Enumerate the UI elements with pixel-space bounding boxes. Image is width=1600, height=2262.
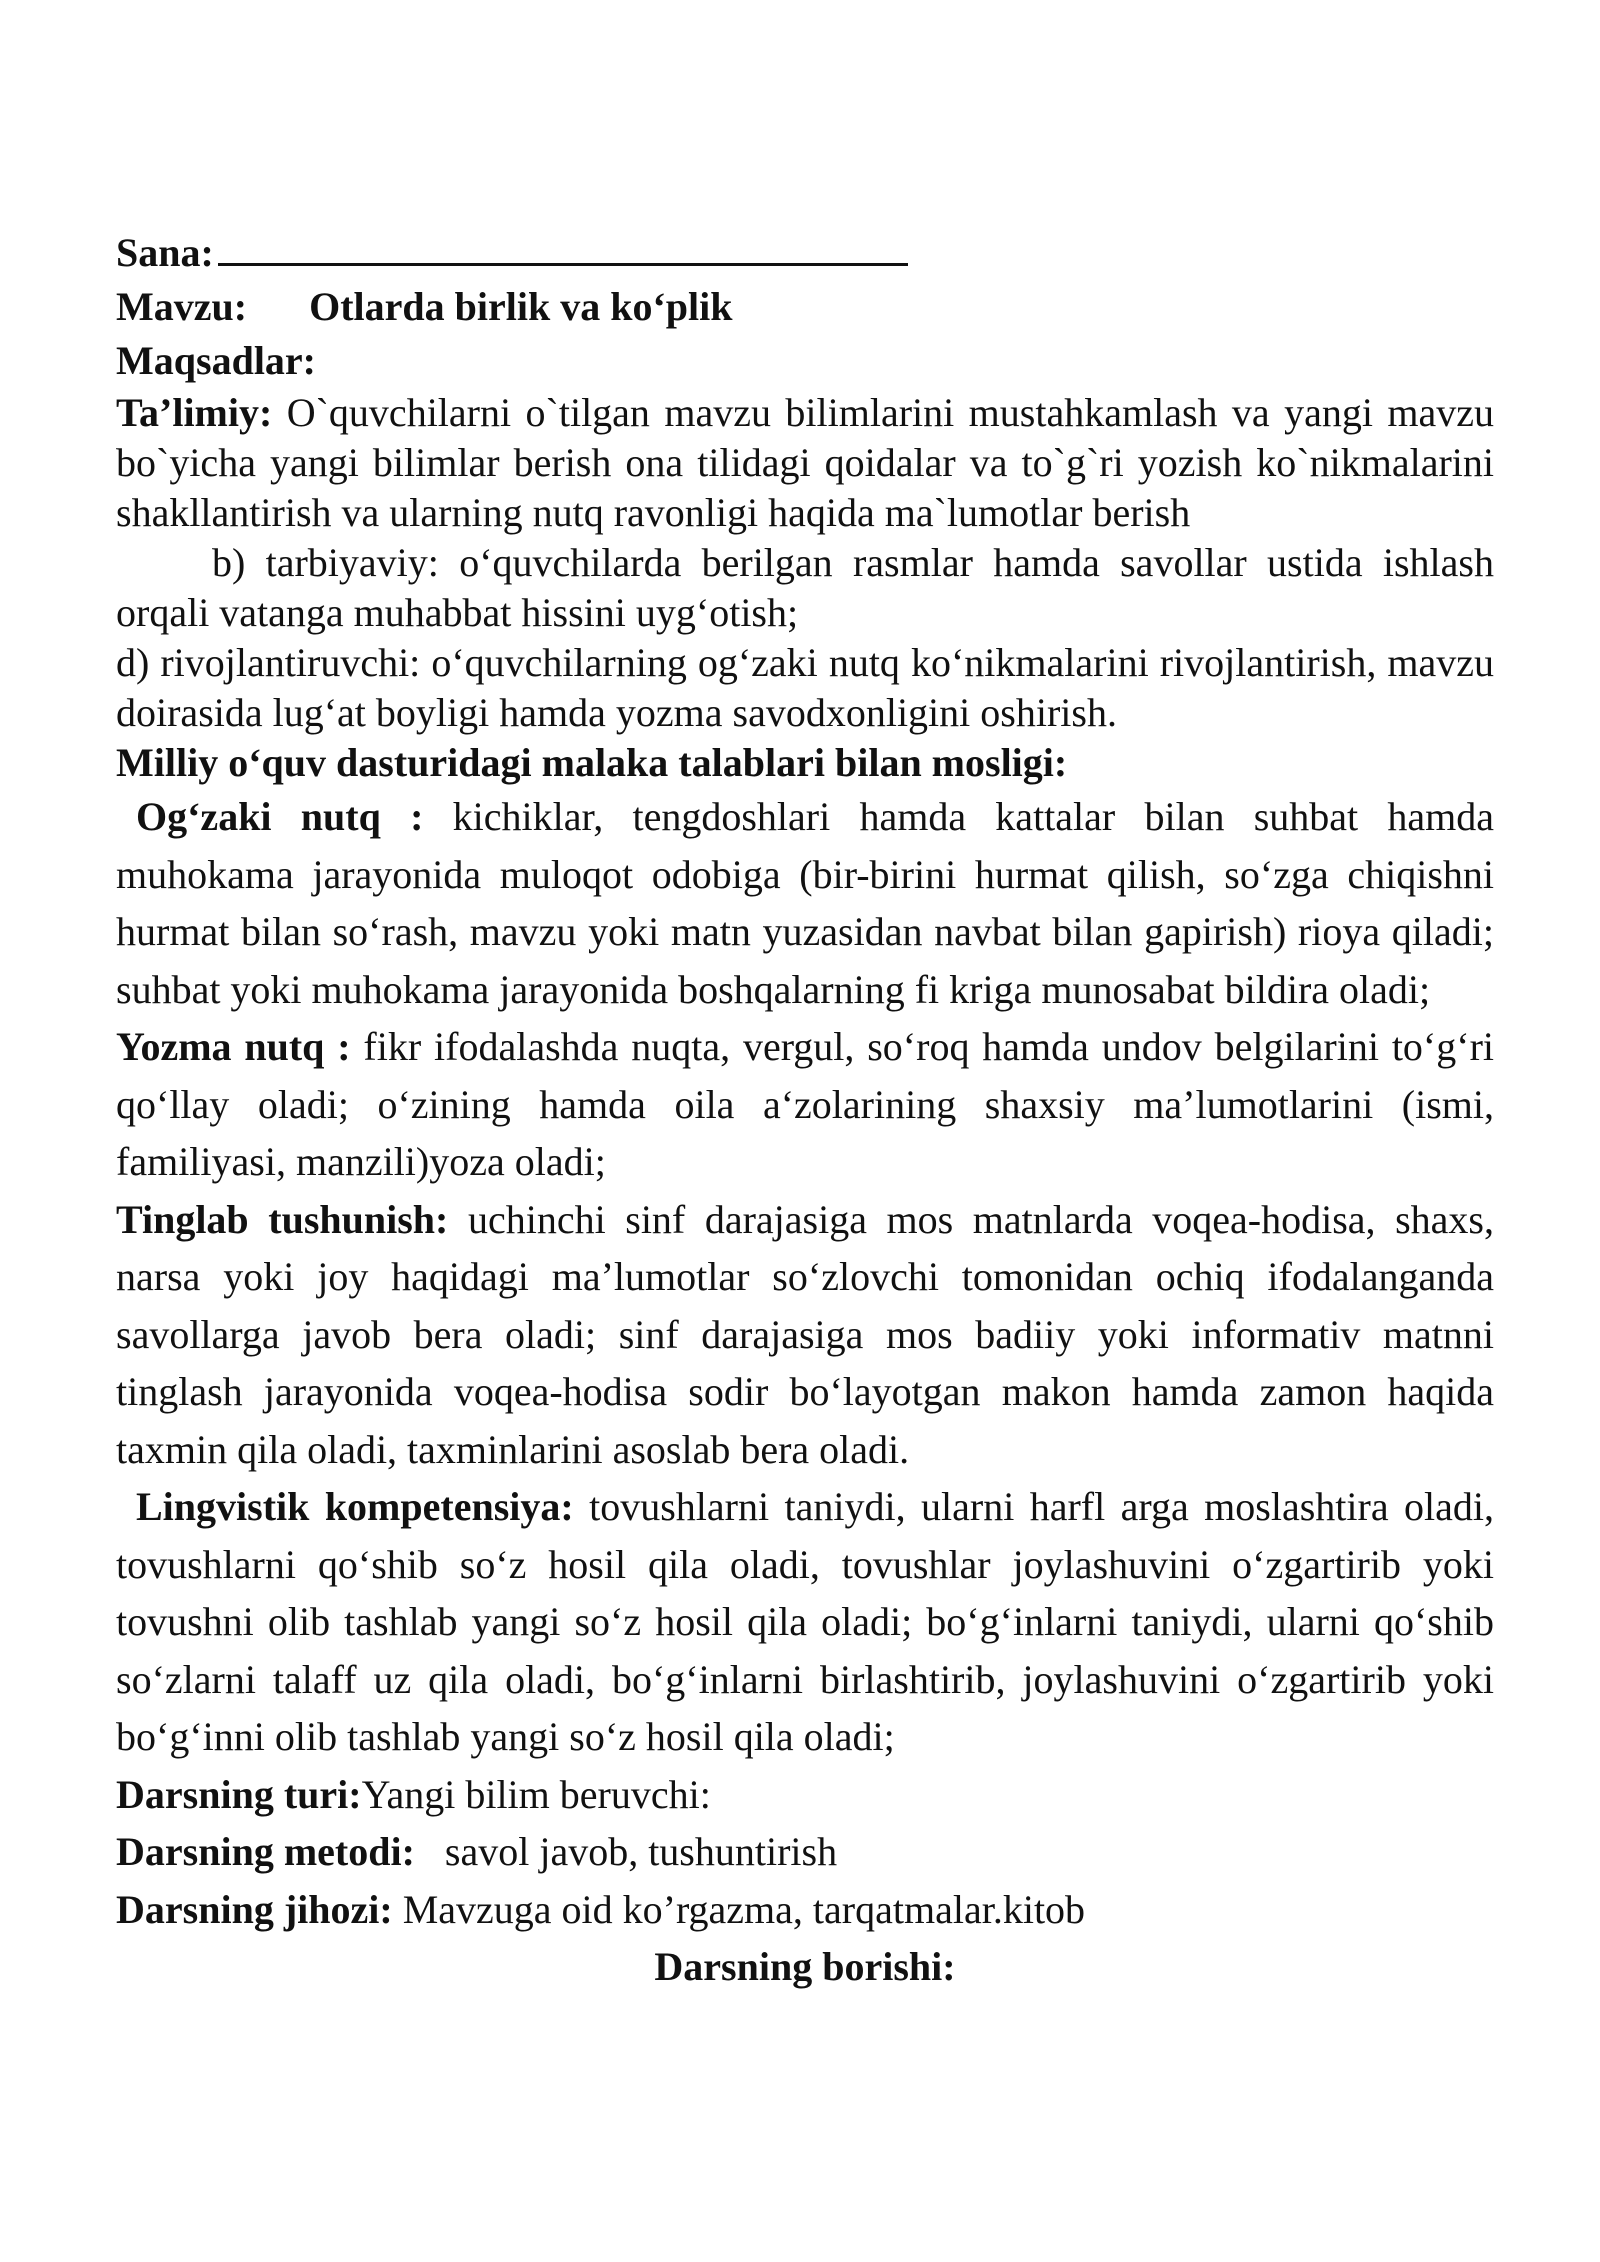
talimiy-label: Ta’limiy: [116,390,273,435]
tinglab-label: Tinglab tushunish: [116,1196,449,1242]
mavzu-title: Otlarda birlik va ko‘plik [309,284,733,329]
lesson-plan-page [116,226,1494,1996]
yozma-paragraph [116,1018,1494,1191]
darsning-metodi-text: savol javob, tushuntirish [414,1829,838,1874]
yozma-text: fikr ifodalashda nuqta, vergul, so‘roq hamda undov belgilarini to‘g‘ri qo‘llay oladi; o‘zining hamda oila a‘zolarining shaxsiy ma’lumotlarini (ismi, familiyasi, manzili)yoza oladi; [116,1024,1495,1184]
lingvistik-label: Lingvistik kompetensiya: [136,1484,574,1529]
tinglab-text: uchinchi sinf darajasiga mos matnlarda voqea-hodisa, shaxs, narsa yoki joy haqidagi ma’lumotlar so‘zlovchi tomonidan ochiq ifodalanganda savollarga javob bera oladi; sinf darajasiga mos badiiy yoki informativ matnni tinglash jarayonida voqea-hodisa sodir bo‘layotgan makon hamda zamon haqida taxmin qila oladi, taxminlarini asoslab bera oladi. [116,1196,1494,1472]
darsning-jihozi-text: Mavzuga oid ko’rgazma, tarqatmalar.kitob [392,1886,1086,1932]
darsning-turi-line [116,1766,1494,1824]
darsning-borishi-heading: Darsning borishi: [654,1944,956,1989]
maqsadlar-heading: Maqsadlar: [116,338,316,383]
darsning-jihozi-label: Darsning jihozi: [116,1886,393,1932]
darsning-turi-text: Yangi bilim beruvchi: [361,1771,711,1817]
date-blank-underline [218,227,908,266]
talimiy-paragraph [116,388,1494,538]
tarbiyaviy-paragraph: b) tarbiyaviy: o‘quvchilarda berilgan rasmlar hamda savollar ustida ishlash orqali vatanga muhabbat hissini uyg‘otish; [116,540,1494,635]
ogzaki-label: Og‘zaki nutq : [136,794,424,839]
sana-line [116,226,1494,280]
sana-label: Sana: [116,230,214,275]
lingvistik-text: tovushlarni taniydi, ularni harfl arga moslashtira oladi, tovushlarni qo‘shib so‘z hosil qila oladi, tovushlar joylashuvini o‘zgartirib yoki tovushni olib tashlab yangi so‘z hosil qila oladi; bo‘g‘inlarni taniydi, ularni qo‘shib so‘zlarni talaff uz qila oladi, bo‘g‘inlarni birlashtirib, joylashuvini o‘zgartirib yoki bo‘g‘inni olib tashlab yangi so‘z hosil qila oladi; [116,1484,1494,1759]
ogzaki-text: kichiklar, tengdoshlari hamda kattalar bilan suhbat hamda muhokama jarayonida muloqot odobiga (bir-birini hurmat qilish, so‘zga chiqishni hurmat bilan so‘rash, mavzu yoki matn yuzasidan navbat bilan gapirish) rioya qiladi; suhbat yoki muhokama jarayonida boshqalarning fi kriga munosabat bildira oladi; [116,794,1494,1012]
ogzaki-paragraph [116,788,1494,1018]
darsning-metodi-label: Darsning metodi: [116,1829,415,1874]
tinglab-paragraph [116,1191,1494,1479]
darsning-metodi-line [116,1823,1494,1881]
yozma-label: Yozma nutq : [116,1024,351,1069]
lingvistik-paragraph [116,1478,1494,1766]
darsning-turi-label: Darsning turi: [116,1771,362,1817]
mavzu-label: Mavzu: [116,284,248,329]
milliy-heading: Milliy o‘quv dasturidagi malaka talablari bilan mosligi: [116,740,1068,785]
mavzu-line [116,280,1494,334]
rivojlantiruvchi-paragraph: d) rivojlantiruvchi: o‘quvchilarning og‘zaki nutq ko‘nikmalarini rivojlantirish, mavzu doirasida lug‘at boyligi hamda yozma savodxonligini oshirish. [116,640,1494,735]
talimiy-text: O`quvchilarni o`tilgan mavzu bilimlarini mustahkamlash va yangi mavzu bo`yicha yangi bilimlar berish ona tilidagi qoidalar va to`g`ri yozish ko`nikmalarini shakllantirish va ularning nutq ravonligi haqida ma`lumotlar berish [116,390,1494,535]
darsning-jihozi-line [116,1881,1494,1939]
